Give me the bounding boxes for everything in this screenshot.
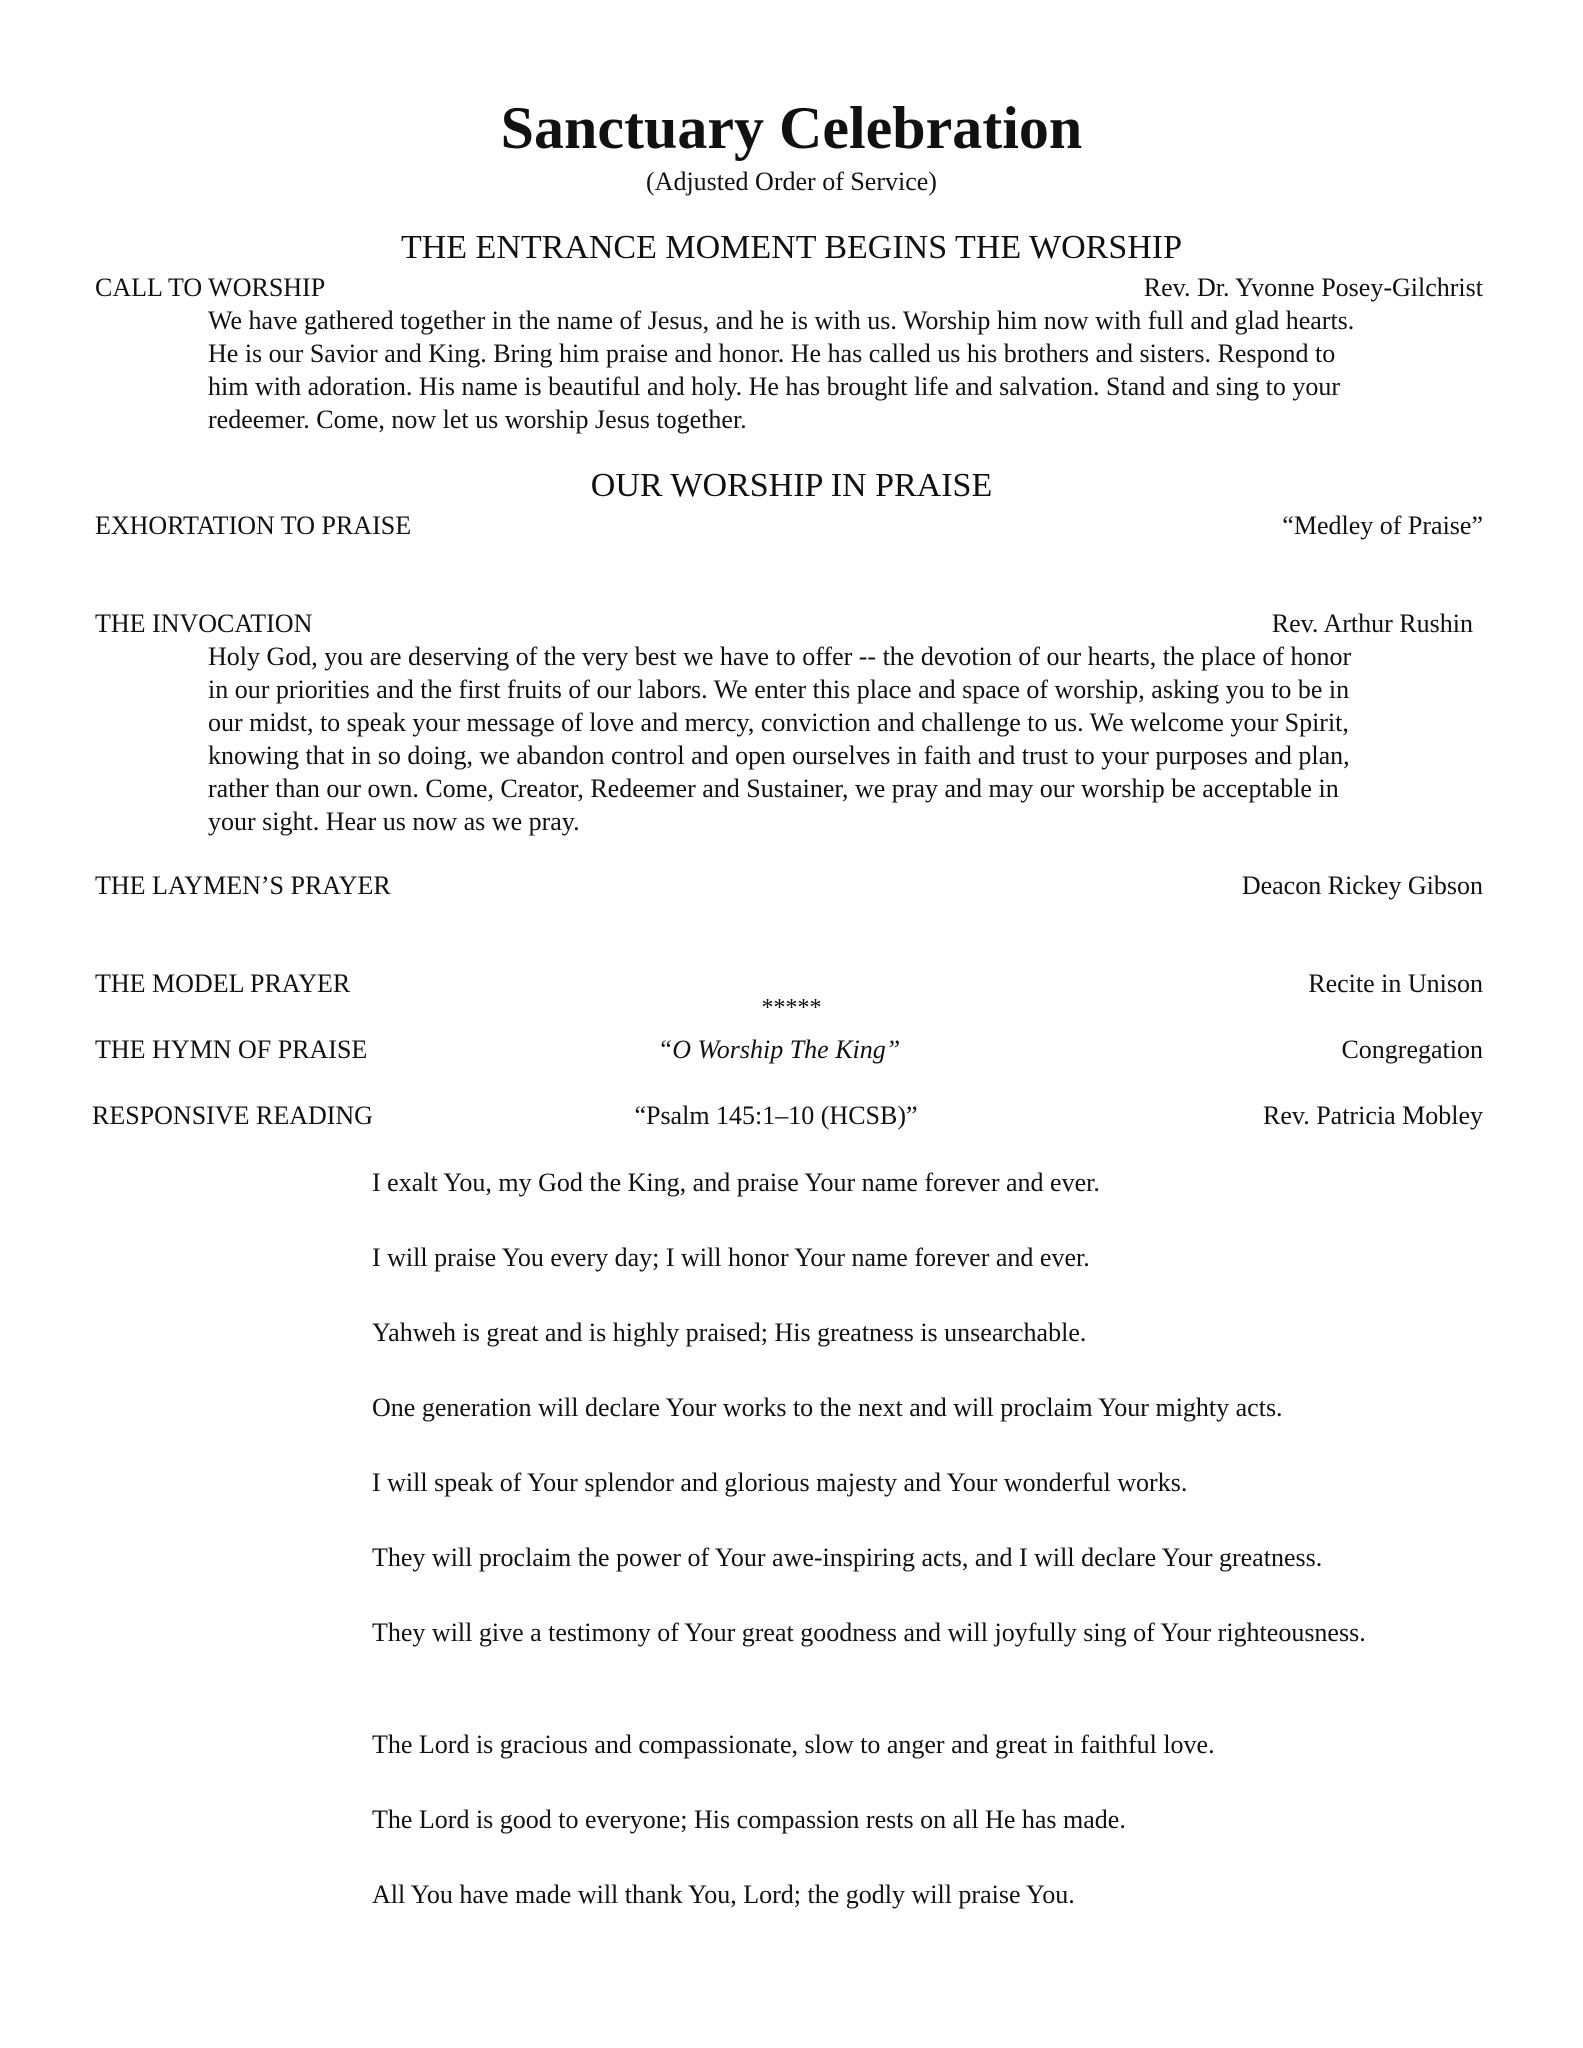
service-item-leader: Rev. Dr. Yvonne Posey-Gilchrist xyxy=(1143,273,1483,302)
reading-verse: They will give a testimony of Your great goodness and will joyfully sing of Your righteousness. xyxy=(372,1618,1366,1647)
reading-verse: All You have made will thank You, Lord; the godly will praise You. xyxy=(372,1880,1075,1909)
reading-verse: The Lord is gracious and compassionate, slow to anger and great in faithful love. xyxy=(372,1730,1215,1759)
reading-verse: The Lord is good to everyone; His compassion rests on all He has made. xyxy=(372,1805,1126,1834)
service-item-responsive-reading xyxy=(92,1100,1483,1132)
service-item-leader: “Medley of Praise” xyxy=(1282,511,1483,540)
reading-verse: One generation will declare Your works to the next and will proclaim Your mighty acts. xyxy=(372,1393,1283,1422)
service-item-leader: Rev. Patricia Mobley xyxy=(1263,1101,1483,1130)
invocation-text: Holy God, you are deserving of the very best we have to offer -- the devotion of our hearts, the place of honor in our priorities and the first fruits of our labors. We enter this place and space of worship, asking you to be in our midst, to speak your message of love and mercy, conviction and challenge to us. We welcome your Spirit, knowing that in so doing, we abandon control and open ourselves in faith and trust to your purposes and plan, rather than our own. Come, Creator, Redeemer and Sustainer, we pray and may our worship be acceptable in your sight. Hear us now as we pray. xyxy=(208,642,1352,836)
service-item-label: THE INVOCATION xyxy=(95,609,313,638)
page-title: Sanctuary Celebration xyxy=(500,95,1083,161)
service-item-title: “Psalm 145:1–10 (HCSB)” xyxy=(634,1101,918,1130)
call-to-worship-text: We have gathered together in the name of Jesus, and he is with us. Worship him now with full and glad hearts. He is our Savior and King. Bring him praise and honor. He has called us his brothers and sisters. Respond to him with adoration. His name is beautiful and holy. He has brought life and salvation. Stand and sing to your redeemer. Come, now let us worship Jesus together. xyxy=(208,306,1355,434)
page-subtitle: (Adjusted Order of Service) xyxy=(646,167,937,196)
service-item-leader: Congregation xyxy=(1341,1035,1483,1064)
divider-stars: ***** xyxy=(761,995,822,1021)
service-item-label: EXHORTATION TO PRAISE xyxy=(95,511,412,540)
service-item-label: THE HYMN OF PRAISE xyxy=(95,1035,368,1064)
reading-verse: I will speak of Your splendor and glorious majesty and Your wonderful works. xyxy=(372,1468,1188,1497)
service-item-call-to-worship xyxy=(95,272,1483,304)
reading-verse: I will praise You every day; I will honor Your name forever and ever. xyxy=(372,1243,1090,1272)
service-item-label: THE LAYMEN’S PRAYER xyxy=(95,871,391,900)
service-item-leader: Rev. Arthur Rushin xyxy=(1271,609,1473,638)
service-item-label: THE MODEL PRAYER xyxy=(95,969,351,998)
reading-verse: They will proclaim the power of Your awe-inspiring acts, and I will declare Your greatness. xyxy=(372,1543,1323,1572)
reading-verse: Yahweh is great and is highly praised; His greatness is unsearchable. xyxy=(372,1318,1087,1347)
service-item-leader: Recite in Unison xyxy=(1308,969,1483,998)
section-heading-praise: OUR WORSHIP IN PRAISE xyxy=(590,467,993,504)
service-item-hymn-of-praise xyxy=(95,1034,1483,1066)
service-item-leader: Deacon Rickey Gibson xyxy=(1241,871,1483,900)
service-item-invocation xyxy=(95,608,1483,640)
section-heading-entrance: THE ENTRANCE MOMENT BEGINS THE WORSHIP xyxy=(400,229,1183,266)
service-item-label: CALL TO WORSHIP xyxy=(95,273,326,302)
reading-verse: I exalt You, my God the King, and praise Your name forever and ever. xyxy=(372,1168,1100,1197)
service-item-laymens-prayer xyxy=(95,870,1483,902)
service-item-exhortation xyxy=(95,510,1483,542)
service-item-label: RESPONSIVE READING xyxy=(92,1101,373,1130)
service-item-title: “O Worship The King” xyxy=(657,1035,901,1064)
